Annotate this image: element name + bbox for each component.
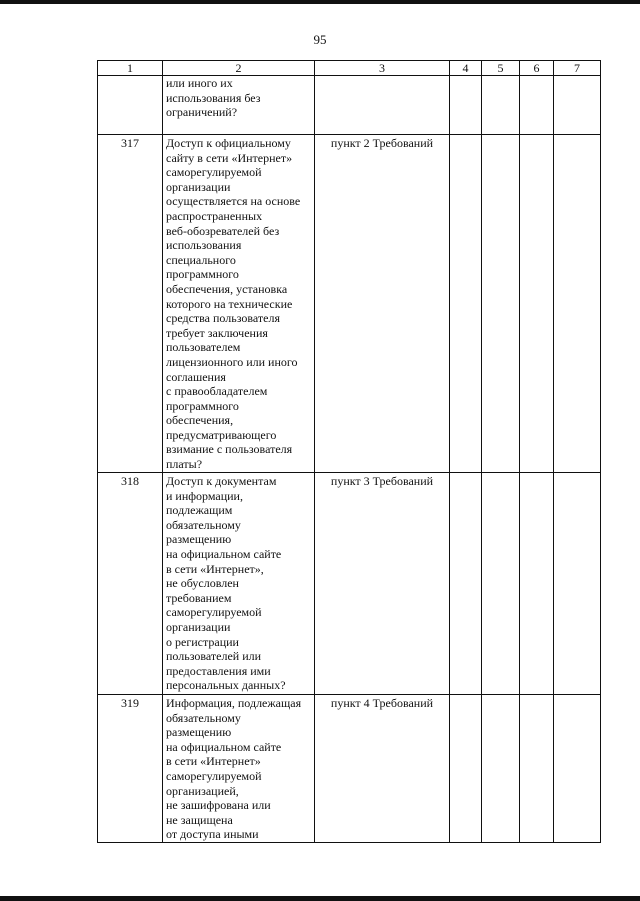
scan-edge-bottom xyxy=(0,896,640,901)
answer-cell xyxy=(450,76,482,135)
answer-cell xyxy=(520,695,554,843)
note-cell xyxy=(554,695,601,843)
answer-cell xyxy=(520,473,554,695)
question-text: Доступ к документам и информации, подлежащим обязательному размещению на официальном сайте в сети «Интернет», не обусловлен требованием саморегулируемой организации о регистрации пользователей или предоставления ими персональных данных? xyxy=(163,473,315,695)
scan-edge-top xyxy=(0,0,640,4)
question-text: Доступ к официальному сайту в сети «Интернет» саморегулируемой организации осуществляется на основе распространенных веб-обозревателей без использования специального программного обеспечения, установка которого на технические средства пользователя требует заключения пользователем лицензионного или иного соглашения с правообладателем программного обеспечения, предусматривающего взимание с пользователя платы? xyxy=(163,135,315,473)
answer-cell xyxy=(520,135,554,473)
row-number: 319 xyxy=(98,695,163,843)
row-number: 317 xyxy=(98,135,163,473)
note-cell xyxy=(554,76,601,135)
page-number: 95 xyxy=(313,32,327,47)
table-row xyxy=(98,135,601,473)
table-row xyxy=(98,473,601,695)
answer-cell xyxy=(520,76,554,135)
answer-cell xyxy=(482,473,520,695)
answer-cell xyxy=(450,135,482,473)
answer-cell xyxy=(450,473,482,695)
answer-cell xyxy=(482,76,520,135)
note-cell xyxy=(554,135,601,473)
answer-cell xyxy=(450,695,482,843)
row-number xyxy=(98,76,163,135)
question-text: или иного их использования без ограничений? xyxy=(163,76,315,135)
table-row xyxy=(98,695,601,843)
column-header: 3 xyxy=(315,61,450,76)
checklist-table xyxy=(97,60,601,843)
column-header: 1 xyxy=(98,61,163,76)
note-cell xyxy=(554,473,601,695)
reference-text: пункт 2 Требований xyxy=(315,135,450,473)
reference-text xyxy=(315,76,450,135)
answer-cell xyxy=(482,135,520,473)
answer-cell xyxy=(482,695,520,843)
column-header: 4 xyxy=(450,61,482,76)
column-header: 2 xyxy=(163,61,315,76)
reference-text: пункт 3 Требований xyxy=(315,473,450,695)
column-header: 7 xyxy=(554,61,601,76)
reference-text: пункт 4 Требований xyxy=(315,695,450,843)
question-text: Информация, подлежащая обязательному размещению на официальном сайте в сети «Интернет» саморегулируемой организацией, не зашифрована или не защищена от доступа иными xyxy=(163,695,315,843)
table-row-continuation xyxy=(98,76,601,135)
row-number: 318 xyxy=(98,473,163,695)
column-header: 6 xyxy=(520,61,554,76)
column-header: 5 xyxy=(482,61,520,76)
table-header-row xyxy=(98,61,601,76)
